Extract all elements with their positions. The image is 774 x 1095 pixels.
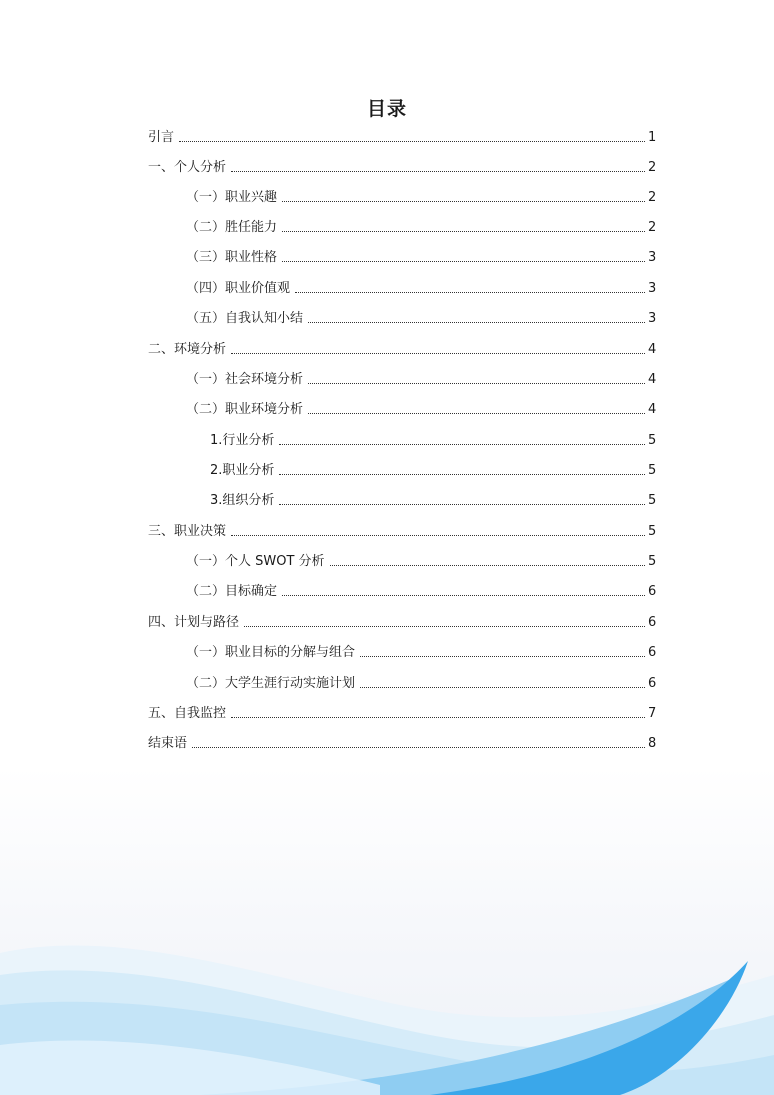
toc-entry[interactable] <box>186 216 656 236</box>
dot-leader <box>282 201 645 202</box>
toc-page-number: 2 <box>648 190 657 205</box>
dot-leader <box>308 383 645 384</box>
toc-entry-label: （一）社会环境分析 <box>186 372 304 387</box>
dot-leader <box>282 261 645 262</box>
toc-page-number: 3 <box>648 250 657 265</box>
dot-leader <box>279 474 645 475</box>
toc-entry-label: （二）大学生涯行动实施计划 <box>186 676 356 691</box>
toc-entry[interactable] <box>186 641 656 661</box>
toc-page-number: 6 <box>648 645 657 660</box>
toc-entry-label: （二）职业环境分析 <box>186 402 304 417</box>
toc-page-number: 5 <box>648 554 657 569</box>
toc-entry-label: 结束语 <box>148 736 188 751</box>
toc-page-number: 5 <box>648 524 657 539</box>
toc-page-number: 7 <box>648 706 657 721</box>
dot-leader <box>179 141 645 142</box>
dot-leader <box>244 626 645 627</box>
toc-entry[interactable] <box>148 702 656 722</box>
toc-entry[interactable] <box>186 307 656 327</box>
dot-leader <box>330 565 645 566</box>
toc-entry-label: 二、环境分析 <box>148 342 227 357</box>
toc-entry[interactable] <box>148 126 656 146</box>
toc-page-number: 6 <box>648 584 657 599</box>
toc-page-number: 2 <box>648 220 657 235</box>
dot-leader <box>231 171 645 172</box>
toc-entry[interactable] <box>210 489 656 509</box>
toc-entry-label: 三、职业决策 <box>148 524 227 539</box>
toc-page-number: 4 <box>648 342 657 357</box>
dot-leader <box>308 322 645 323</box>
toc-entry[interactable] <box>148 156 656 176</box>
toc-entry[interactable] <box>186 580 656 600</box>
toc-entry-label: （一）职业目标的分解与组合 <box>186 645 356 660</box>
toc-entry[interactable] <box>148 611 656 631</box>
dot-leader <box>360 687 645 688</box>
dot-leader <box>308 413 645 414</box>
toc-entry-label: （四）职业价值观 <box>186 281 291 296</box>
toc-entry-label: （二）胜任能力 <box>186 220 278 235</box>
toc-entry[interactable] <box>186 672 656 692</box>
toc-page-number: 5 <box>648 463 657 478</box>
toc-entry-label: （二）目标确定 <box>186 584 278 599</box>
toc-entry-label: 一、个人分析 <box>148 160 227 175</box>
toc-entry[interactable] <box>148 732 656 752</box>
toc-page-number: 2 <box>648 160 657 175</box>
dot-leader <box>360 656 645 657</box>
toc-entry[interactable] <box>210 429 656 449</box>
toc-entry[interactable] <box>210 459 656 479</box>
toc-entry[interactable] <box>186 398 656 418</box>
toc-page-number: 1 <box>648 130 657 145</box>
toc-title: 目录 <box>366 98 407 120</box>
decorative-wave-graphic <box>0 935 774 1095</box>
toc-page-number: 8 <box>648 736 657 751</box>
toc-entry-label: （一）职业兴趣 <box>186 190 278 205</box>
toc-page-number: 5 <box>648 433 657 448</box>
toc-page-number: 6 <box>648 676 657 691</box>
toc-entry-label: （一）个人 SWOT 分析 <box>186 554 325 569</box>
toc-entry[interactable] <box>186 368 656 388</box>
toc-page-number: 4 <box>648 372 657 387</box>
dot-leader <box>295 292 645 293</box>
toc-entry[interactable] <box>186 550 656 570</box>
toc-entry[interactable] <box>148 520 656 540</box>
toc-entry[interactable] <box>186 277 656 297</box>
toc-page-number: 6 <box>648 615 657 630</box>
toc-page-number: 4 <box>648 402 657 417</box>
toc-entry-label: 五、自我监控 <box>148 706 227 721</box>
toc-entry[interactable] <box>148 338 656 358</box>
toc-entry-label: 四、计划与路径 <box>148 615 240 630</box>
dot-leader <box>231 353 645 354</box>
toc-page-number: 5 <box>648 493 657 508</box>
toc-entry-label: 1.行业分析 <box>210 433 275 448</box>
toc-page-number: 3 <box>648 281 657 296</box>
dot-leader <box>282 231 645 232</box>
dot-leader <box>279 444 645 445</box>
toc-entry[interactable] <box>186 246 656 266</box>
toc-entry-label: （三）职业性格 <box>186 250 278 265</box>
toc-page-number: 3 <box>648 311 657 326</box>
dot-leader <box>231 535 645 536</box>
dot-leader <box>279 504 645 505</box>
toc-entry-label: 3.组织分析 <box>210 493 275 508</box>
toc-entry-label: 引言 <box>148 130 175 145</box>
toc-entry-label: （五）自我认知小结 <box>186 311 304 326</box>
dot-leader <box>282 595 645 596</box>
dot-leader <box>192 747 645 748</box>
toc-entry[interactable] <box>186 186 656 206</box>
toc-entry-label: 2.职业分析 <box>210 463 275 478</box>
dot-leader <box>231 717 645 718</box>
